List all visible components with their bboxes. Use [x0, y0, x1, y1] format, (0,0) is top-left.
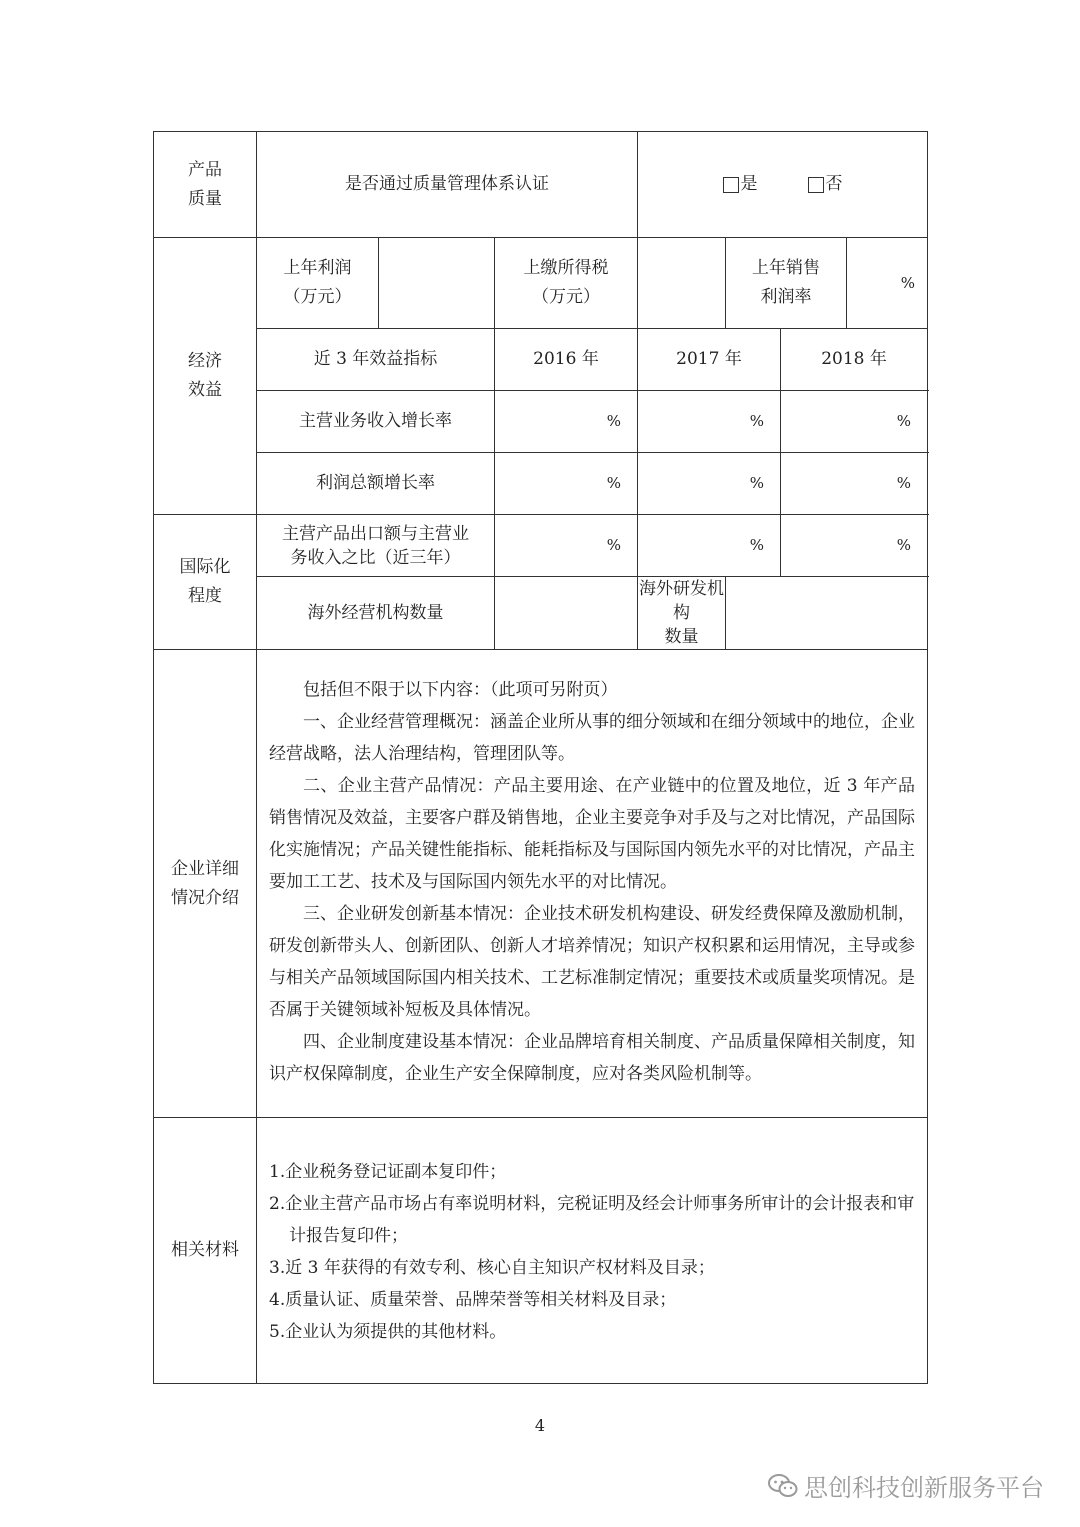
profit-growth-row: [154, 453, 928, 515]
detail-intro-paragraph: 包括但不限于以下内容：（此项可另附页）: [303, 680, 618, 700]
last-year-profit-field[interactable]: [379, 238, 495, 329]
watermark-text: 思创科技创新服务平台: [804, 1474, 1044, 1502]
detail-paragraph-management: 一、企业经营管理概况：涵盖企业所从事的细分领域和在细分领域中的地位，企业经营战略，法人治理结构，管理团队等。: [269, 712, 916, 764]
income-tax-label: 上缴所得税 （万元）: [495, 238, 638, 329]
materials-row: [154, 1118, 928, 1384]
quality-certification-question: 是否通过质量管理体系认证: [257, 132, 638, 238]
materials-section-label: 相关材料: [154, 1118, 257, 1384]
export-ratio-2018-field[interactable]: %: [781, 515, 928, 577]
checkbox-square-icon: [808, 177, 824, 193]
overseas-operations-field[interactable]: [495, 577, 638, 650]
income-tax-field[interactable]: [638, 238, 726, 329]
checkbox-square-icon: [723, 177, 739, 193]
quality-row: [154, 132, 928, 238]
economic-section-label: 经济 效益: [154, 238, 257, 515]
profit-growth-2016-field[interactable]: %: [495, 453, 638, 515]
detail-paragraph-rd: 三、企业研发创新基本情况：企业技术研发机构建设、研发经费保障及激励机制，研发创新带头人、创新团队、创新人才培养情况；知识产权积累和运用情况，主导或参与相关产品领域国际国内相关技术、工艺标准制定情况；重要技术或质量奖项情况。是否属于关键领域补短板及具体情况。: [269, 904, 916, 1020]
revenue-growth-label: 主营业务收入增长率: [257, 391, 495, 453]
detail-content[interactable]: [257, 650, 928, 1118]
revenue-growth-2016-field[interactable]: %: [495, 391, 638, 453]
economic-profit-row: [154, 238, 928, 329]
profit-growth-2017-field[interactable]: %: [638, 453, 781, 515]
detail-row: [154, 650, 928, 1118]
sales-profit-margin-field[interactable]: %: [900, 273, 916, 292]
materials-item: 3.近 3 年获得的有效专利、核心自主知识产权材料及目录；: [269, 1258, 715, 1278]
sales-margin-group: [726, 238, 928, 329]
last-year-profit-label: 上年利润 （万元）: [257, 238, 379, 329]
materials-item: 4.质量认证、质量荣誉、品牌荣誉等相关材料及目录；: [269, 1290, 677, 1310]
materials-content[interactable]: [257, 1118, 928, 1384]
quality-section-label: 产品 质量: [154, 132, 257, 238]
no-checkbox[interactable]: 否: [808, 170, 843, 199]
export-ratio-label: 主营产品出口额与主营业 务收入之比（近三年）: [257, 515, 495, 577]
materials-item: 1.企业税务登记证副本复印件；: [269, 1162, 507, 1182]
revenue-growth-2017-field[interactable]: %: [638, 391, 781, 453]
economic-year-header-row: [154, 329, 928, 391]
yes-checkbox[interactable]: 是: [723, 170, 758, 199]
export-ratio-row: [154, 515, 928, 577]
year-2017-header: 2017 年: [638, 329, 781, 391]
profit-growth-2018-field[interactable]: %: [781, 453, 928, 515]
sales-profit-margin-label: 上年销售 利润率: [726, 238, 847, 328]
overseas-rd-label: 海外研发机构 数量: [638, 577, 726, 650]
watermark: [768, 1468, 1044, 1503]
export-ratio-2017-field[interactable]: %: [638, 515, 781, 577]
profit-growth-label: 利润总额增长率: [257, 453, 495, 515]
overseas-institutions-row: [154, 577, 928, 650]
materials-item: 5.企业认为须提供的其他材料。: [269, 1322, 507, 1342]
international-section-label: 国际化 程度: [154, 515, 257, 650]
overseas-rd-field[interactable]: [726, 577, 928, 650]
materials-item: 2.企业主营产品市场占有率说明材料，完税证明及经会计师事务所审计的会计报表和审计报告复印件；: [269, 1194, 915, 1246]
detail-paragraph-systems: 四、企业制度建设基本情况：企业品牌培育相关制度、产品质量保障相关制度，知识产权保障制度，企业生产安全保障制度，应对各类风险机制等。: [269, 1032, 916, 1084]
quality-certification-options: [638, 132, 928, 238]
page-number: 4: [534, 1416, 546, 1435]
detail-section-label: 企业详细 情况介绍: [154, 650, 257, 1118]
three-year-indicator-header: 近 3 年效益指标: [257, 329, 495, 391]
year-2016-header: 2016 年: [495, 329, 638, 391]
detail-paragraph-products: 二、企业主营产品情况：产品主要用途、在产业链中的位置及地位，近 3 年产品销售情况及效益，主要客户群及销售地，企业主要竞争对手及与之对比情况，产品国际化实施情况；产品关键性能指标、能耗指标及与国际国内领先水平的对比情况，产品主要加工工艺、技术及与国际国内领先水平的对比情况。: [269, 776, 916, 892]
overseas-operations-label: 海外经营机构数量: [257, 577, 495, 650]
year-2018-header: 2018 年: [781, 329, 928, 391]
export-ratio-2016-field[interactable]: %: [495, 515, 638, 577]
revenue-growth-2018-field[interactable]: %: [781, 391, 928, 453]
application-form-table: [153, 131, 928, 1384]
wechat-icon: [768, 1473, 798, 1499]
revenue-growth-row: [154, 391, 928, 453]
